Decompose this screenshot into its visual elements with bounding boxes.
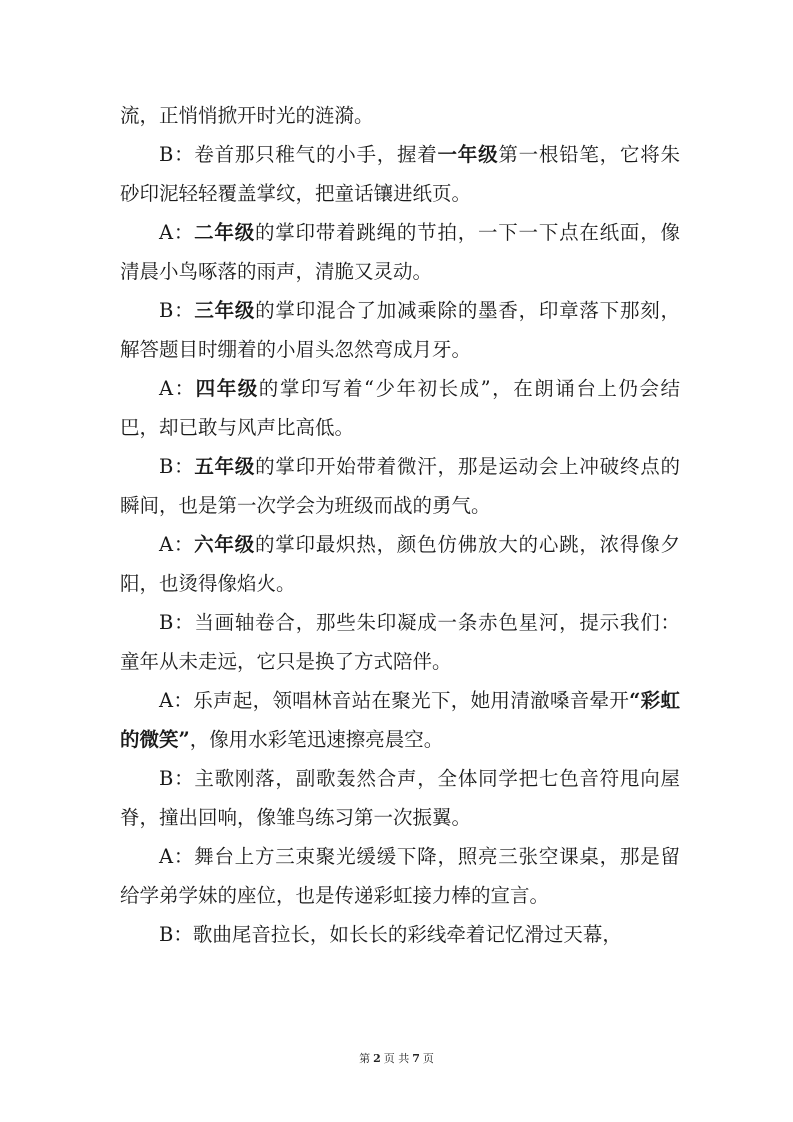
- paragraph: [120, 525, 680, 603]
- paragraph: [120, 291, 680, 369]
- document-body: [120, 96, 680, 954]
- paragraph: [120, 135, 680, 213]
- total-page-number: 7: [412, 1052, 420, 1065]
- paragraph-text: 的掌印最炽热，颜色仿佛放大的心跳，浓得像夕阳，也烫得像焰火。: [120, 533, 680, 595]
- paragraph-text: B：卷首那只稚气的小手，握着: [159, 143, 438, 166]
- speaker-label: A：: [159, 533, 195, 556]
- paragraph: [120, 447, 680, 525]
- paragraph: [120, 96, 680, 135]
- paragraph-text: 流，正悄悄掀开时光的涟漪。: [120, 104, 374, 127]
- paragraph: [120, 681, 680, 759]
- paragraph: [120, 369, 680, 447]
- paragraph: [120, 759, 680, 837]
- grade-keyword: 五年级: [194, 455, 256, 478]
- grade-keyword: 二年级: [194, 221, 255, 244]
- song-title: “彩虹的微笑”: [120, 689, 680, 751]
- footer-middle: 页 共: [383, 1052, 410, 1065]
- grade-keyword: 一年级: [437, 143, 499, 166]
- paragraph-text: 的掌印混合了加减乘除的墨香，印章落下那刻，解答题目时绷着的小眉头忽然弯成月牙。: [120, 299, 680, 361]
- paragraph-text: B：当画轴卷合，那些朱印凝成一条赤色星河，提示我们：童年从未走远，它只是换了方式陪伴。: [120, 611, 680, 673]
- paragraph: [120, 915, 680, 954]
- current-page-number: 2: [373, 1052, 381, 1065]
- paragraph-text: A：舞台上方三束聚光缓缓下降，照亮三张空课桌，那是留给学弟学妹的座位，也是传递彩虹接力棒的宣言。: [120, 845, 680, 907]
- grade-keyword: 三年级: [194, 299, 256, 322]
- speaker-label: A：: [159, 221, 195, 244]
- speaker-label: B：: [159, 299, 195, 322]
- footer-suffix: 页: [422, 1052, 434, 1065]
- page-footer: [0, 1050, 793, 1066]
- paragraph: [120, 603, 680, 681]
- paragraph-text: A：乐声起，领唱林音站在聚光下，她用清澈嗓音晕开: [159, 689, 630, 712]
- grade-keyword: 六年级: [194, 533, 255, 556]
- grade-keyword: 四年级: [195, 377, 259, 400]
- speaker-label: A：: [159, 377, 196, 400]
- paragraph-text: 第一根铅笔，它将朱砂印泥轻轻覆盖掌纹，把童话镶进纸页。: [120, 143, 680, 205]
- paragraph-text: 的掌印带着跳绳的节拍，一下一下点在纸面，像清晨小鸟啄落的雨声，清脆又灵动。: [120, 221, 680, 283]
- paragraph-text: B：主歌刚落，副歌轰然合声，全体同学把七色音符甩向屋脊，撞出回响，像雏鸟练习第一次振翼。: [120, 767, 680, 829]
- paragraph-text: B：歌曲尾音拉长，如长长的彩线牵着记忆滑过天幕，: [159, 923, 622, 946]
- paragraph: [120, 213, 680, 291]
- paragraph: [120, 837, 680, 915]
- speaker-label: B：: [159, 455, 195, 478]
- paragraph-text: 的掌印开始带着微汗，那是运动会上冲破终点的瞬间，也是第一次学会为班级而战的勇气。: [120, 455, 680, 517]
- paragraph-text: 的掌印写着“少年初长成”，在朗诵台上仍会结巴，却已敢与风声比高低。: [120, 377, 680, 439]
- paragraph-text: ，像用水彩笔迅速擦亮晨空。: [189, 728, 444, 751]
- footer-prefix: 第: [359, 1052, 371, 1065]
